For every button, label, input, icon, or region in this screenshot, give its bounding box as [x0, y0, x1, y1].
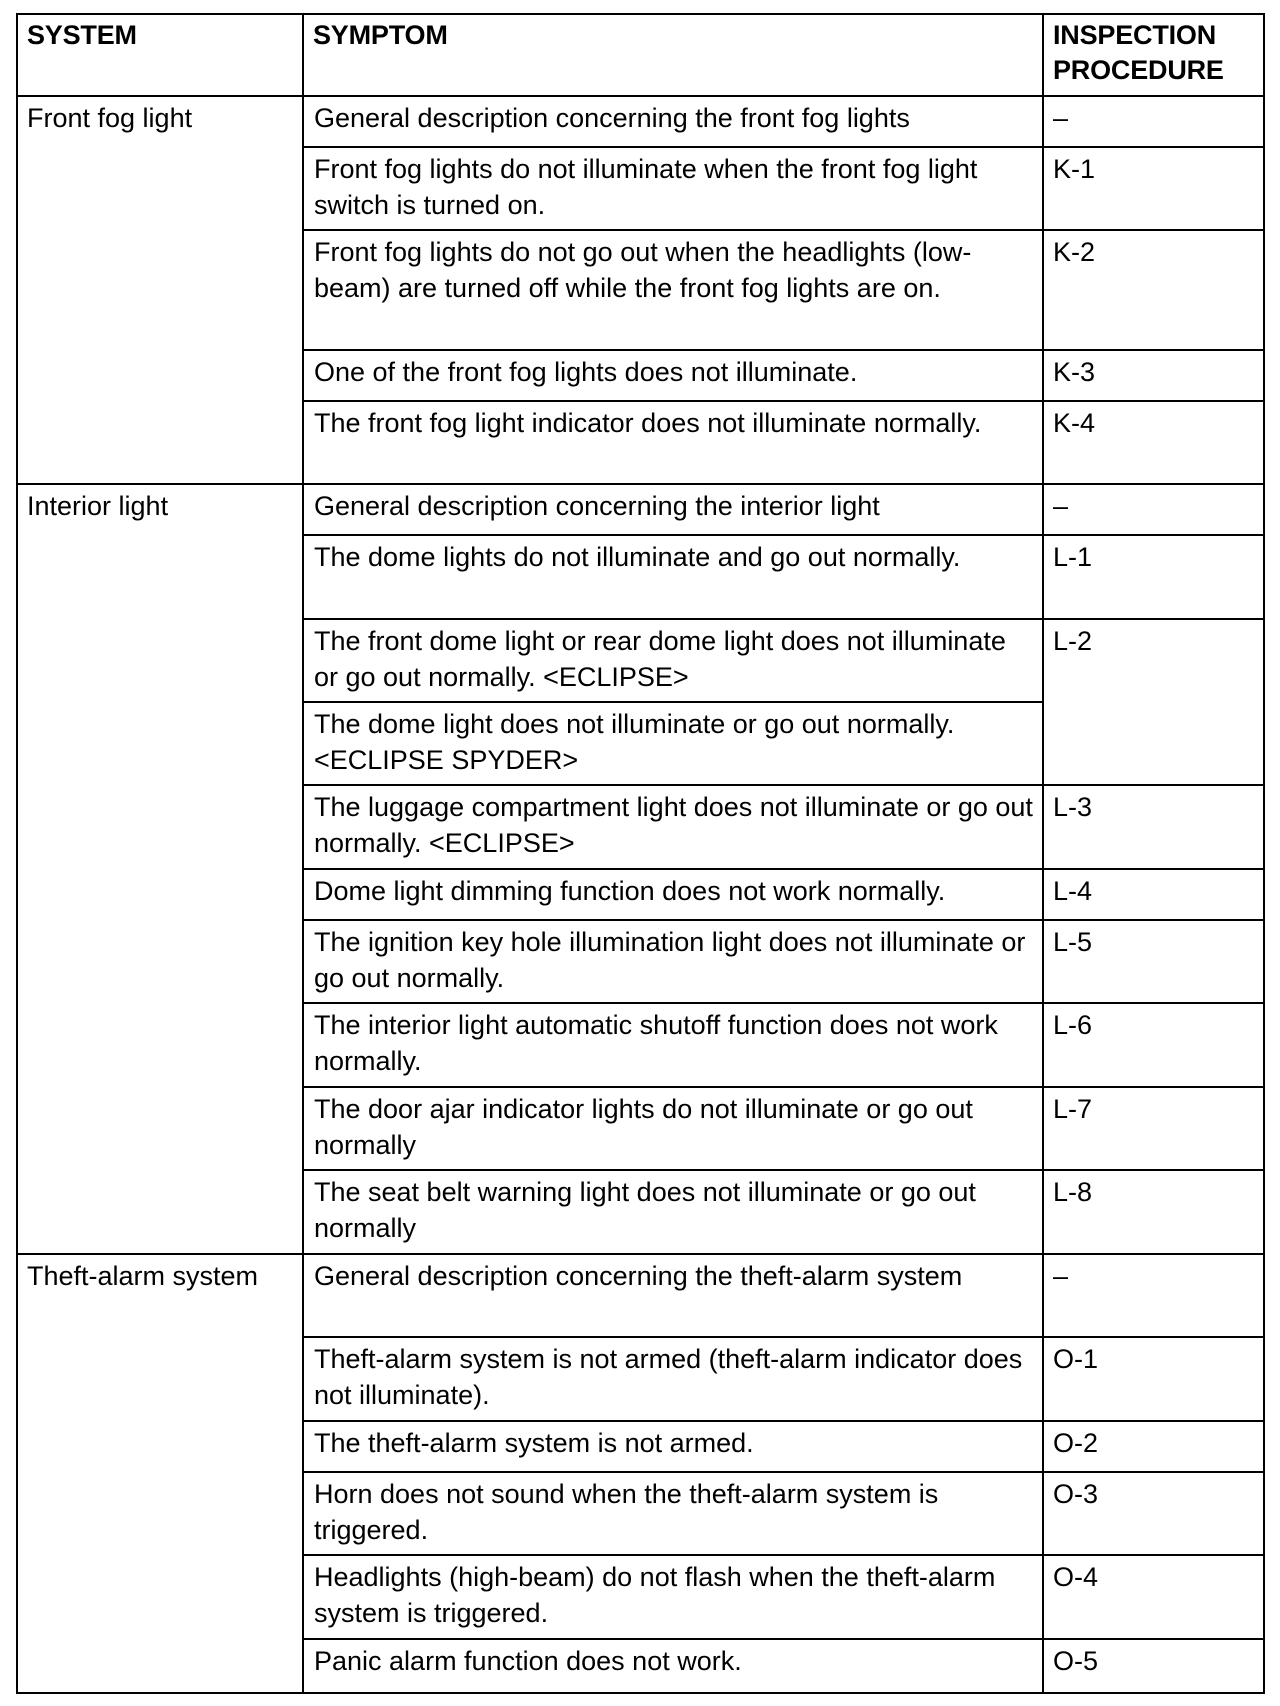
table-body: [17, 96, 1264, 1693]
system-cell: Interior light: [17, 484, 303, 1254]
procedure-cell: K-2: [1043, 230, 1264, 349]
table-row: [17, 484, 1264, 535]
procedure-cell: O-4: [1043, 1555, 1264, 1638]
procedure-cell: L-1: [1043, 535, 1264, 618]
symptom-cell: The front dome light or rear dome light does not illuminate or go out normally. <ECLIPSE>: [303, 619, 1043, 702]
system-cell: Theft-alarm system: [17, 1254, 303, 1693]
symptom-cell: The front fog light indicator does not illuminate normally.: [303, 401, 1043, 484]
procedure-cell: L-2: [1043, 619, 1264, 786]
system-cell: Front fog light: [17, 96, 303, 484]
procedure-cell: K-4: [1043, 401, 1264, 484]
procedure-cell: –: [1043, 484, 1264, 535]
procedure-cell: O-5: [1043, 1639, 1264, 1693]
symptom-cell: The door ajar indicator lights do not illuminate or go out normally: [303, 1087, 1043, 1170]
symptom-cell: One of the front fog lights does not illuminate.: [303, 350, 1043, 401]
procedure-cell: O-2: [1043, 1421, 1264, 1472]
table-row: [17, 96, 1264, 147]
procedure-cell: –: [1043, 96, 1264, 147]
procedure-cell: L-4: [1043, 869, 1264, 920]
symptom-cell: The ignition key hole illumination light does not illuminate or go out normally.: [303, 920, 1043, 1003]
symptom-cell: General description concerning the interior light: [303, 484, 1043, 535]
symptom-cell: The dome lights do not illuminate and go out normally.: [303, 535, 1043, 618]
symptom-cell: Dome light dimming function does not work normally.: [303, 869, 1043, 920]
header-row: [17, 14, 1264, 96]
symptom-cell: Front fog lights do not go out when the headlights (low-beam) are turned off while the front fog lights are on.: [303, 230, 1043, 349]
table-row: [17, 1254, 1264, 1337]
symptom-cell: The dome light does not illuminate or go out normally. <ECLIPSE SPYDER>: [303, 702, 1043, 785]
symptom-cell: The theft-alarm system is not armed.: [303, 1421, 1043, 1472]
procedure-cell: L-8: [1043, 1170, 1264, 1253]
procedure-cell: L-7: [1043, 1087, 1264, 1170]
procedure-cell: K-1: [1043, 147, 1264, 230]
symptom-cell: Horn does not sound when the theft-alarm system is triggered.: [303, 1472, 1043, 1555]
symptom-cell: Front fog lights do not illuminate when the front fog light switch is turned on.: [303, 147, 1043, 230]
procedure-cell: K-3: [1043, 350, 1264, 401]
procedure-cell: O-3: [1043, 1472, 1264, 1555]
table-header: [17, 14, 1264, 96]
procedure-cell: O-1: [1043, 1337, 1264, 1420]
header-symptom: SYMPTOM: [303, 14, 1043, 96]
procedure-cell: L-6: [1043, 1003, 1264, 1086]
symptom-cell: Panic alarm function does not work.: [303, 1639, 1043, 1693]
procedure-cell: –: [1043, 1254, 1264, 1337]
header-system: SYSTEM: [17, 14, 303, 96]
symptom-cell: The luggage compartment light does not illuminate or go out normally. <ECLIPSE>: [303, 785, 1043, 868]
symptom-cell: The interior light automatic shutoff function does not work normally.: [303, 1003, 1043, 1086]
procedure-cell: L-3: [1043, 785, 1264, 868]
symptom-cell: Headlights (high-beam) do not flash when the theft-alarm system is triggered.: [303, 1555, 1043, 1638]
symptom-cell: General description concerning the front fog lights: [303, 96, 1043, 147]
procedure-cell: L-5: [1043, 920, 1264, 1003]
inspection-table: [16, 13, 1265, 1694]
header-inspection-procedure: INSPECTION PROCEDURE: [1043, 14, 1264, 96]
symptom-cell: General description concerning the theft-alarm system: [303, 1254, 1043, 1337]
symptom-cell: The seat belt warning light does not illuminate or go out normally: [303, 1170, 1043, 1253]
symptom-cell: Theft-alarm system is not armed (theft-alarm indicator does not illuminate).: [303, 1337, 1043, 1420]
